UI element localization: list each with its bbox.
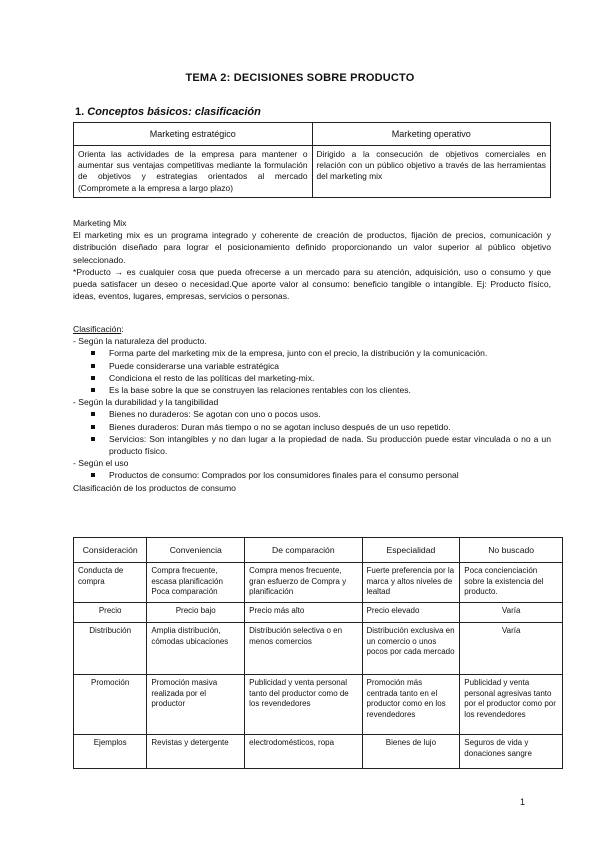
row-header: Distribución [74, 623, 147, 675]
list-item: Servicios: Son intangibles y no dan lugar a la propiedad de nada. Su producción puede estar vinculada o no a un producto físico. [91, 433, 551, 457]
group-label-uso: - Según el uso [73, 458, 129, 469]
marketing-mix-heading: Marketing Mix [73, 218, 127, 228]
table-row [74, 623, 563, 675]
consumo-table-caption: Clasificación de los productos de consumo [73, 482, 236, 493]
row-header: Ejemplos [74, 735, 147, 769]
table-cell: Poca concienciación sobre la existencia del producto. [460, 563, 563, 603]
page-number: 1 [520, 797, 526, 807]
section-number: 1. [75, 106, 85, 118]
list-item: Bienes no duraderos: Se agotan con uno o pocos usos. [91, 408, 551, 420]
table-cell: Distribución exclusiva en un comercio o unos pocos por cada mercado [362, 623, 460, 675]
table-cell: Compra menos frecuente, gran esfuerzo de Compra y planificación [245, 563, 362, 603]
table-cell: Fuerte preferencia por la marca y altos niveles de lealtad [362, 563, 460, 603]
marketing-mix-section [73, 217, 551, 302]
clasificacion-heading-line [73, 323, 551, 335]
table-row [74, 735, 563, 769]
table-cell: Promoción más centrada tanto en el productor como en los revendedores [362, 675, 460, 735]
table-cell: Amplia distribución, cómodas ubicaciones [147, 623, 245, 675]
cell-marketing-estrategico: Orienta las actividades de la empresa para mantener o aumentar sus ventajas competitivas mediante la formulación de objetivos y estrategias orientados al mercado (Compromete a la empresa a largo plazo) [74, 146, 313, 198]
list-naturaleza [73, 347, 551, 396]
table-cell: electrodomésticos, ropa [245, 735, 362, 769]
table-cell: Precio más alto [245, 603, 362, 623]
list-durabilidad [73, 408, 551, 457]
group-label-durabilidad: - Según la durabilidad y la tangibilidad [73, 397, 219, 408]
table-cell: Publicidad y venta personal tanto del productor como de los revendedores [245, 675, 362, 735]
row-header: Conducta de compra [74, 563, 147, 603]
col-header: Consideración [74, 538, 147, 563]
list-uso [73, 469, 551, 481]
list-item: Es la base sobre la que se construyen las relaciones rentables con los clientes. [91, 384, 551, 396]
cell-marketing-operativo: Dirigido a la consecución de objetivos comerciales en relación con un público objetivo a través de las herramientas del marketing mix [312, 146, 551, 198]
table-cell: Bienes de lujo [362, 735, 460, 769]
list-item: Condiciona el resto de las políticas del marketing-mix. [91, 372, 551, 384]
list-item: Forma parte del marketing mix de la empresa, junto con el precio, la distribución y la comunicación. [91, 347, 551, 359]
section-heading [75, 106, 261, 118]
table-cell: Varía [460, 623, 563, 675]
table-cell: Publicidad y venta personal agresivas tanto por el productor como por los revendedores [460, 675, 563, 735]
table-row [74, 603, 563, 623]
page-title: TEMA 2: DECISIONES SOBRE PRODUCTO [185, 72, 415, 84]
table-row [74, 563, 563, 603]
row-header: Precio [74, 603, 147, 623]
col-header: Especialidad [362, 538, 460, 563]
header-marketing-operativo: Marketing operativo [312, 123, 551, 146]
col-header: Conveniencia [147, 538, 245, 563]
marketing-mix-definition: El marketing mix es un programa integrado y coherente de creación de productos, fijación de precios, comunicación y distribución diseñado para lograr el posicionamiento definido proporcionando un valor superior al público objetivo seleccionado. [73, 230, 551, 265]
clasificacion-section [73, 323, 551, 494]
table-cell: Varía [460, 603, 563, 623]
table-cell: Precio elevado [362, 603, 460, 623]
list-item: Productos de consumo: Comprados por los consumidores finales para el consumo personal [91, 469, 551, 481]
group-label-naturaleza: - Según la naturaleza del producto. [73, 336, 207, 347]
producto-definition: *Producto → es cualquier cosa que pueda ofrecerse a un mercado para su atención, adquisición, uso o consumo y que pueda satisfacer un deseo o necesidad.Que aporte valor al consumo: beneficio tangible o intangible. Ej: Producto físico, ideas, eventos, lugares, empresas, servicios o personas. [73, 266, 551, 302]
row-header: Promoción [74, 675, 147, 735]
table-row [74, 675, 563, 735]
list-item: Puede considerarse una variable estratégica [91, 360, 551, 372]
clasificacion-heading: Clasificación [73, 324, 122, 334]
header-marketing-estrategico: Marketing estratégico [74, 123, 313, 146]
table-cell: Revistas y detergente [147, 735, 245, 769]
consumo-classification-table [73, 537, 563, 769]
col-header: No buscado [460, 538, 563, 563]
clasificacion-colon: : [121, 324, 124, 334]
marketing-comparison-table [73, 122, 551, 198]
table-cell: Precio bajo [147, 603, 245, 623]
col-header: De comparación [245, 538, 362, 563]
section-title: Conceptos básicos: clasificación [87, 106, 261, 118]
table-cell: Seguros de vida y donaciones sangre [460, 735, 563, 769]
table-cell: Promoción masiva realizada por el productor [147, 675, 245, 735]
table-cell: Compra frecuente, escasa planificación Poca comparación [147, 563, 245, 603]
table-cell: Distribución selectiva o en menos comercios [245, 623, 362, 675]
list-item: Bienes duraderos: Duran más tiempo o no se agotan incluso después de un uso repetido. [91, 421, 551, 433]
